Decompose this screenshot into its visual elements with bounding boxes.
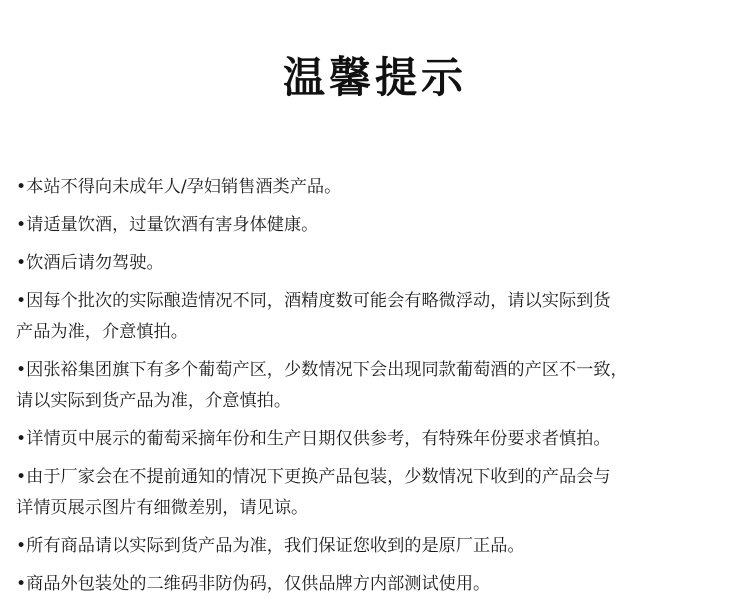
notice-text-continued: 请以实际到货产品为准，介意慎拍。 [16, 391, 292, 411]
notice-text: •请适量饮酒，过量饮酒有害身体健康。 [16, 215, 319, 235]
page-title: 温馨提示 [282, 53, 467, 102]
notice-item [16, 172, 716, 203]
notice-item [16, 531, 716, 562]
notice-text: •本站不得向未成年人/孕妇销售酒类产品。 [16, 177, 342, 197]
notice-item [16, 569, 716, 600]
notice-item [16, 462, 716, 524]
notice-item [16, 210, 716, 241]
notice-list [16, 172, 716, 607]
notice-text-continued: 产品为准，介意慎拍。 [16, 322, 188, 342]
notice-item [16, 286, 716, 348]
notice-text: •因张裕集团旗下有多个葡萄产区，少数情况下会出现同款葡萄酒的产区不一致， [16, 360, 628, 380]
notice-item [16, 355, 716, 417]
notice-text: •商品外包装处的二维码非防伪码，仅供品牌方内部测试使用。 [16, 574, 491, 594]
notice-text: •饮酒后请勿驾驶。 [16, 253, 164, 273]
notice-text-continued: 详情页展示图片有细微差别，请见谅。 [16, 498, 309, 518]
notice-text: •因每个批次的实际酿造情况不同，酒精度数可能会有略微浮动，请以实际到货 [16, 291, 611, 311]
notice-item [16, 424, 716, 455]
notice-item [16, 248, 716, 279]
notice-text: •由于厂家会在不提前通知的情况下更换产品包装，少数情况下收到的产品会与 [16, 467, 611, 487]
notice-text: •详情页中展示的葡萄采摘年份和生产日期仅供参考，有特殊年份要求者慎拍。 [16, 429, 611, 449]
notice-text: •所有商品请以实际到货产品为准，我们保证您收到的是原厂正品。 [16, 536, 525, 556]
